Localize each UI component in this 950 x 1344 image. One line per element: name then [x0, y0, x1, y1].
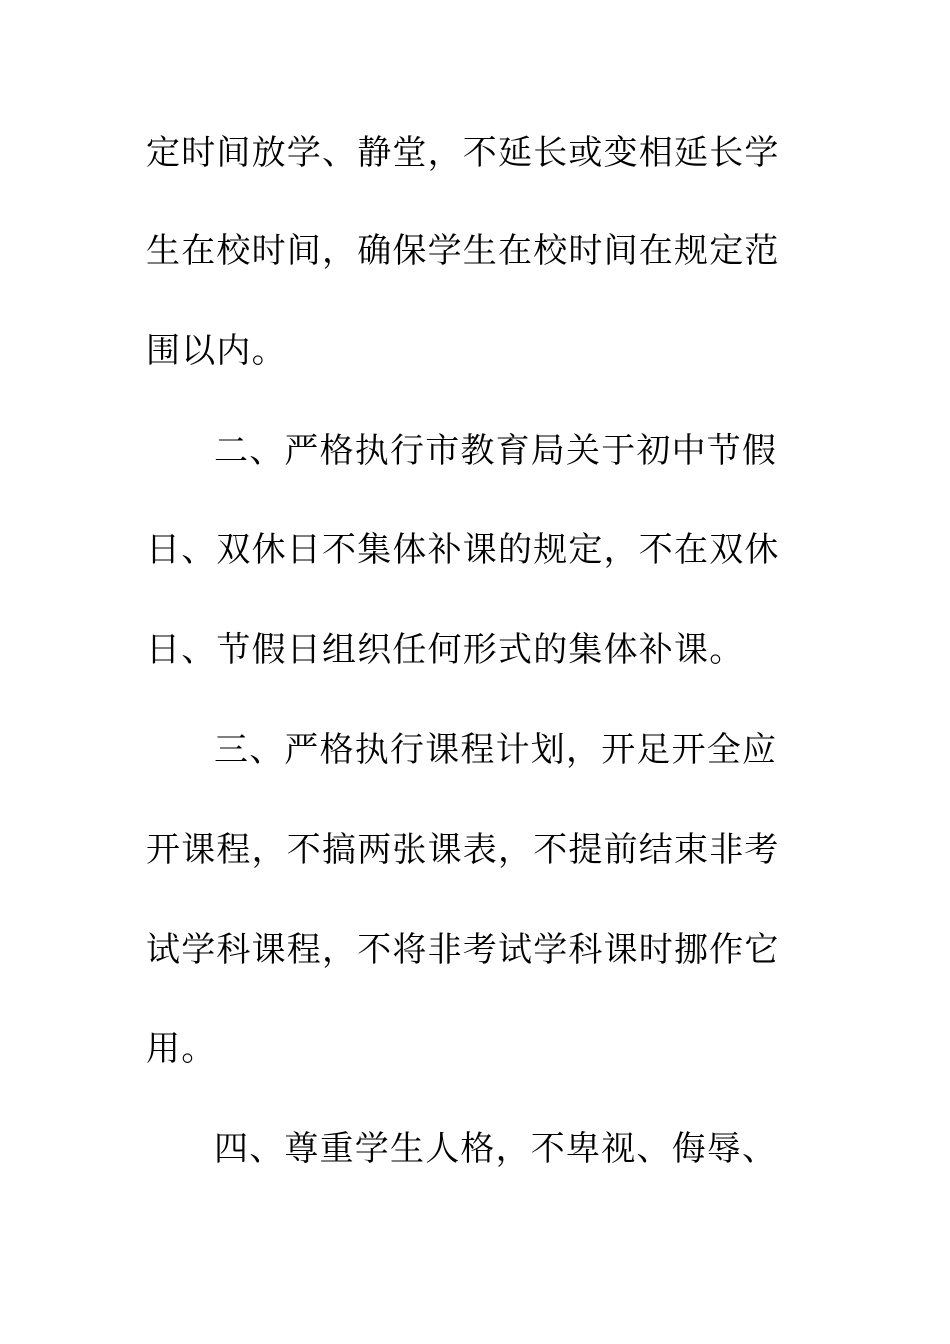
text-line: 日、双休日不集体补课的规定，不在双休 [146, 530, 780, 570]
text-line: 试学科课程，不将非考试学科课时挪作它 [146, 930, 780, 970]
paragraph-start-line: 四、尊重学生人格，不卑视、侮辱、 [214, 1129, 778, 1169]
paragraph-start-line: 二、严格执行市教育局关于初中节假 [214, 431, 778, 471]
text-line: 开课程，不搞两张课表，不提前结束非考 [146, 830, 780, 870]
text-line: 日、节假日组织任何形式的集体补课。 [146, 630, 745, 670]
text-line: 围以内。 [146, 331, 287, 371]
paragraph-start-line: 三、严格执行课程计划，开足开全应 [214, 730, 778, 770]
text-line: 定时间放学、静堂，不延长或变相延长学 [146, 133, 780, 173]
text-line: 生在校时间，确保学生在校时间在规定范 [146, 231, 780, 271]
text-line: 用。 [146, 1029, 217, 1069]
